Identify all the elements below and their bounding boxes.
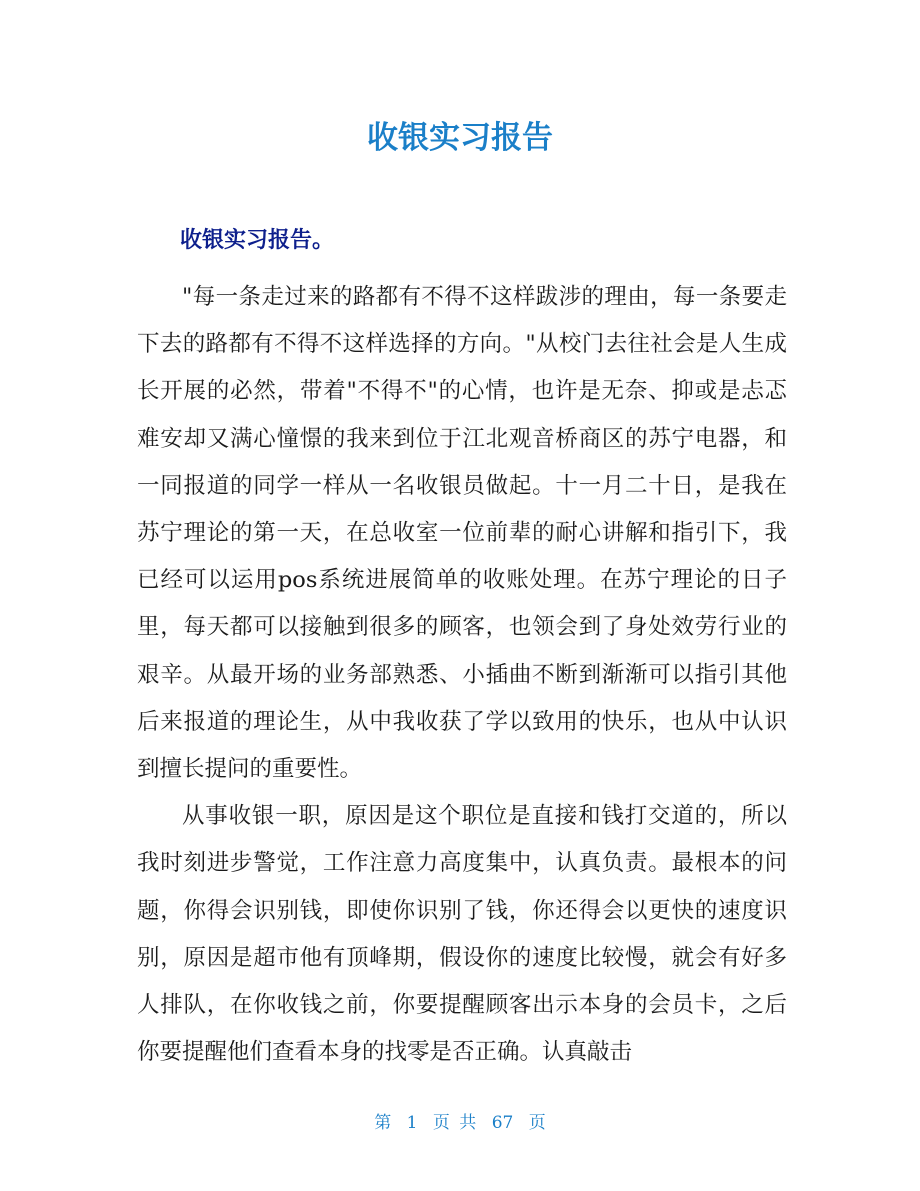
footer-current-page: 1 [406, 1113, 418, 1133]
document-subtitle: 收银实习报告。 [180, 228, 335, 253]
footer-prefix: 第 [374, 1113, 392, 1133]
paragraph-2: 从事收银一职，原因是这个职位是直接和钱打交道的，所以我时刻进步警觉，工作注意力高度集中，认真负责。最根本的问题，你得会识别钱，即使你识别了钱，你还得会以更快的速度识别，原因是超市他有顶峰期，假设你的速度比较慢，就会有好多人排队，在你收钱之前，你要提醒顾客出示本身的会员卡，之后你要提醒他们查看本身的找零是否正确。认真敲击 [137, 803, 787, 1066]
document-title: 收银实习报告 [367, 120, 553, 156]
document-body [137, 274, 787, 1076]
page-footer [0, 1110, 920, 1136]
paragraph-1: "每一条走过来的路都有不得不这样跋涉的理由，每一条要走下去的路都有不得不这样选择的方向。"从校门去往社会是人生成长开展的必然，带着"不得不"的心情，也许是无奈、抑或是忐忑难安却又满心憧憬的我来到位于江北观音桥商区的苏宁电器，和一同报道的同学一样从一名收银员做起。十一月二十日，是我在苏宁理论的第一天，在总收室一位前辈的耐心讲解和指引下，我已经可以运用pos系统进展简单的收账处理。在苏宁理论的日子里，每天都可以接触到很多的顾客，也领会到了身处效劳行业的艰辛。从最开场的业务部熟悉、小插曲不断到渐渐可以指引其他后来报道的理论生，从中我收获了学以致用的快乐，也从中认识到擅长提问的重要性。 [137, 284, 787, 783]
footer-middle: 页 共 [432, 1113, 477, 1133]
footer-total-pages: 67 [491, 1113, 514, 1133]
footer-suffix: 页 [528, 1113, 546, 1133]
